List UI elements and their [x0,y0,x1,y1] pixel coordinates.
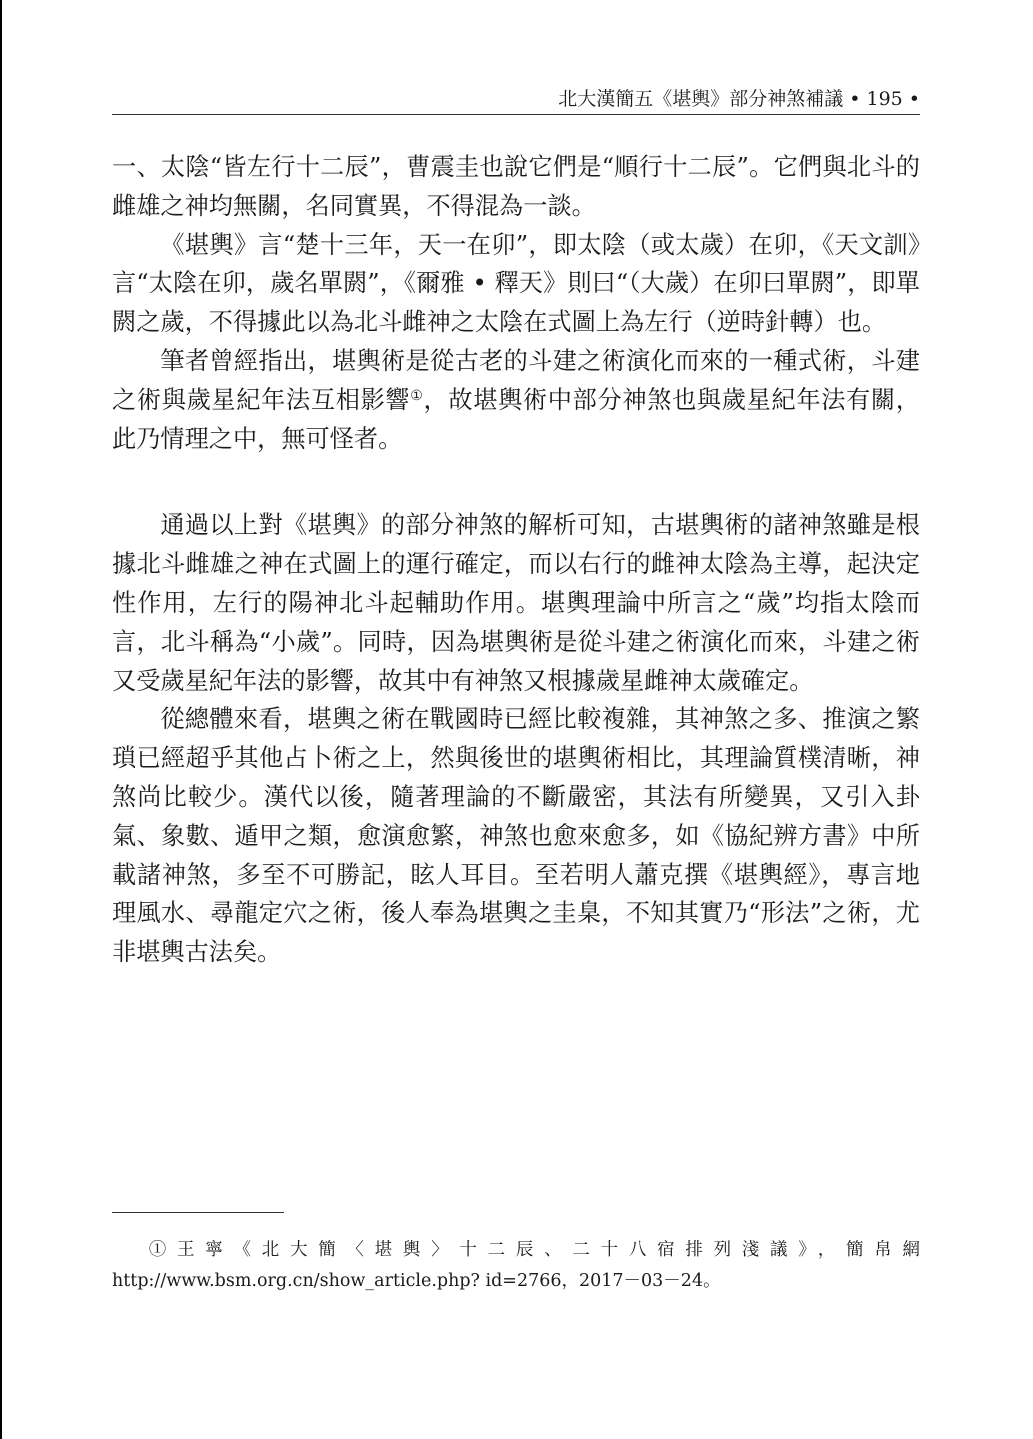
paragraph-2: 《堪輿》言“楚十三年，天一在卯”，即太陰（或太歲）在卯，《天文訓》言“太陰在卯，歲名單閼”，《爾雅 • 釋天》則曰“（大歲）在卯曰單閼”，即單閼之歲，不得據此以為北斗雌神之太陰在式圖上為左行（逆時針轉）也。 [112,230,920,337]
section-gap [112,458,920,506]
footnote-reference[interactable]: ① [410,387,424,404]
body-text [112,148,920,972]
paragraph-3 [112,342,920,458]
paragraph-1: 一、太陰“皆左行十二辰”，曹震圭也說它們是“順行十二辰”。它們與北斗的雌雄之神均無關，名同實異，不得混為一談。 [112,153,920,220]
footnote: ①王寧《北大簡〈堪輿〉十二辰、二十八宿排列淺議》，簡帛網 http://www.bsm.org.cn/show_article.php? id=2766，2017－03－24。 [112,1240,920,1291]
paragraph-3-part-2: ，故堪輿術中部分神煞也與歲星紀年法有關，此乃情理之中，無可怪者。 [112,385,920,453]
page-header [112,80,920,115]
footnote-divider [112,1212,284,1213]
paragraph-5: 從總體來看，堪輿之術在戰國時已經比較複雜，其神煞之多、推演之繁瑣已經超乎其他占卜術之上，然與後世的堪輿術相比，其理論質樸清晰，神煞尚比較少。漢代以後，隨著理論的不斷嚴密，其法有所變異，又引入卦氣、象數、遁甲之類，愈演愈繁，神煞也愈來愈多，如《協紀辨方書》中所載諸神煞，多至不可勝記，眩人耳目。至若明人蕭克撰《堪輿經》，專言地理風水、尋龍定穴之術，後人奉為堪輿之圭臬，不知其實乃“形法”之術，尤非堪輿古法矣。 [112,705,920,967]
paragraph-3-part-1: 筆者曾經指出，堪輿術是從古老的斗建之術演化而來的一種式術，斗建之術與歲星紀年法互相影響 [112,346,920,414]
paragraph-4: 通過以上對《堪輿》的部分神煞的解析可知，古堪輿術的諸神煞雖是根據北斗雌雄之神在式圖上的運行確定，而以右行的雌神太陰為主導，起決定性作用，左行的陽神北斗起輔助作用。堪輿理論中所言之“歲”均指太陰而言，北斗稱為“小歲”。同時，因為堪輿術是從斗建之術演化而來，斗建之術又受歲星紀年法的影響，故其中有神煞又根據歲星雌神太歲確定。 [112,511,920,695]
page-edge-line [0,0,2,1439]
running-title: 北大漢簡五《堪輿》部分神煞補議 • 195 • [558,88,920,110]
